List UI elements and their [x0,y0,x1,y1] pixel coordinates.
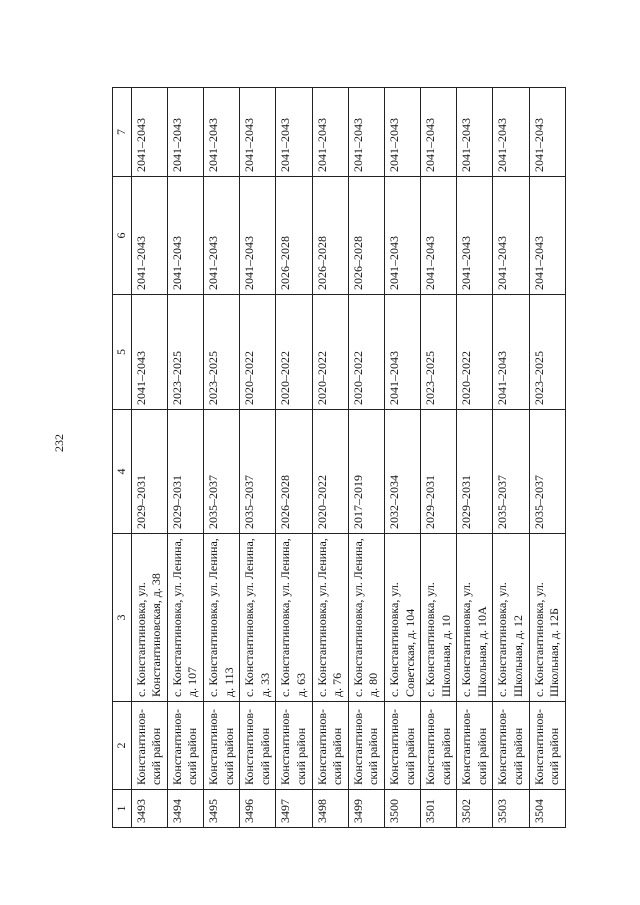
period-cell: 2041–2043 [312,88,348,177]
row-number-cell: 3494 [167,790,203,828]
column-header: 3 [113,534,132,702]
period-cell: 2041–2043 [384,177,420,295]
row-number-cell: 3493 [131,790,167,828]
row-number-cell: 3500 [384,790,420,828]
address-cell: с. Константиновка, ул. Ленина, д. 113 [203,534,239,702]
period-cell: 2041–2043 [167,88,203,177]
period-cell: 2023–2025 [529,295,565,410]
row-number-cell: 3502 [457,790,493,828]
district-cell: Константинов-ский район [348,702,384,790]
table-header-row [113,88,132,828]
column-header: 5 [113,295,132,410]
table-row [348,88,384,828]
period-cell: 2041–2043 [384,88,420,177]
district-cell: Константинов-ский район [384,702,420,790]
table-row [312,88,348,828]
period-cell: 2026–2028 [348,177,384,295]
period-cell: 2041–2043 [348,88,384,177]
period-cell: 2026–2028 [312,177,348,295]
period-cell: 2029–2031 [457,410,493,534]
table-row [457,88,493,828]
period-cell: 2041–2043 [131,295,167,410]
period-cell: 2029–2031 [167,410,203,534]
column-header: 2 [113,702,132,790]
row-number-cell: 3503 [493,790,529,828]
period-cell: 2035–2037 [529,410,565,534]
period-cell: 2041–2043 [384,295,420,410]
district-cell: Константинов-ский район [167,702,203,790]
period-cell: 2041–2043 [131,88,167,177]
address-cell: с. Константиновка, ул. Ленина, д. 80 [348,534,384,702]
period-cell: 2041–2043 [529,177,565,295]
period-cell: 2041–2043 [240,177,276,295]
table-row [529,88,565,828]
period-cell: 2020–2022 [312,295,348,410]
period-cell: 2041–2043 [203,177,239,295]
table-row [421,88,457,828]
district-cell: Константинов-ский район [312,702,348,790]
period-cell: 2041–2043 [167,177,203,295]
period-cell: 2041–2043 [421,177,457,295]
period-cell: 2041–2043 [276,88,312,177]
period-cell: 2023–2025 [421,295,457,410]
table-row [384,88,420,828]
address-cell: с. Константиновка, ул. Константиновская, д. 38 [131,534,167,702]
period-cell: 2023–2025 [203,295,239,410]
district-cell: Константинов-ский район [203,702,239,790]
table-row [240,88,276,828]
address-cell: с. Константиновка, ул. Ленина, д. 76 [312,534,348,702]
row-number-cell: 3497 [276,790,312,828]
district-cell: Константинов-ский район [276,702,312,790]
address-cell: с. Константиновка, ул. Школьная, д. 10А [457,534,493,702]
period-cell: 2041–2043 [457,177,493,295]
district-cell: Константинов-ский район [529,702,565,790]
period-cell: 2026–2028 [276,410,312,534]
period-cell: 2041–2043 [493,177,529,295]
period-cell: 2029–2031 [131,410,167,534]
period-cell: 2035–2037 [240,410,276,534]
period-cell: 2023–2025 [167,295,203,410]
row-number-cell: 3496 [240,790,276,828]
period-cell: 2041–2043 [203,88,239,177]
period-cell: 2041–2043 [457,88,493,177]
address-cell: с. Константиновка, ул. Ленина, д. 33 [240,534,276,702]
column-header: 1 [113,790,132,828]
district-cell: Константинов-ский район [457,702,493,790]
data-table [112,87,566,828]
period-cell: 2020–2022 [240,295,276,410]
address-cell: с. Константиновка, ул. Советская, д. 104 [384,534,420,702]
address-cell: с. Константиновка, ул. Ленина, д. 63 [276,534,312,702]
period-cell: 2020–2022 [457,295,493,410]
address-cell: с. Константиновка, ул. Ленина, д. 107 [167,534,203,702]
row-number-cell: 3495 [203,790,239,828]
table-row [493,88,529,828]
period-cell: 2026–2028 [276,177,312,295]
period-cell: 2041–2043 [131,177,167,295]
row-number-cell: 3504 [529,790,565,828]
period-cell: 2020–2022 [276,295,312,410]
period-cell: 2035–2037 [203,410,239,534]
table-body [131,88,565,828]
period-cell: 2029–2031 [421,410,457,534]
period-cell: 2020–2022 [348,295,384,410]
table-row [276,88,312,828]
period-cell: 2041–2043 [493,88,529,177]
column-header: 4 [113,410,132,534]
district-cell: Константинов-ский район [240,702,276,790]
period-cell: 2020–2022 [312,410,348,534]
period-cell: 2041–2043 [240,88,276,177]
district-cell: Константинов-ский район [131,702,167,790]
column-header: 7 [113,88,132,177]
district-cell: Константинов-ский район [421,702,457,790]
address-cell: с. Константиновка, ул. Школьная, д. 10 [421,534,457,702]
period-cell: 2041–2043 [493,295,529,410]
period-cell: 2017–2019 [348,410,384,534]
page-number: 232 [52,434,66,452]
period-cell: 2032–2034 [384,410,420,534]
row-number-cell: 3499 [348,790,384,828]
row-number-cell: 3501 [421,790,457,828]
address-cell: с. Константиновка, ул. Школьная, д. 12Б [529,534,565,702]
period-cell: 2041–2043 [421,88,457,177]
table-row [167,88,203,828]
district-cell: Константинов-ский район [493,702,529,790]
period-cell: 2035–2037 [493,410,529,534]
column-header: 6 [113,177,132,295]
row-number-cell: 3498 [312,790,348,828]
address-cell: с. Константиновка, ул. Школьная, д. 12 [493,534,529,702]
table-row [203,88,239,828]
period-cell: 2041–2043 [529,88,565,177]
table-row [131,88,167,828]
